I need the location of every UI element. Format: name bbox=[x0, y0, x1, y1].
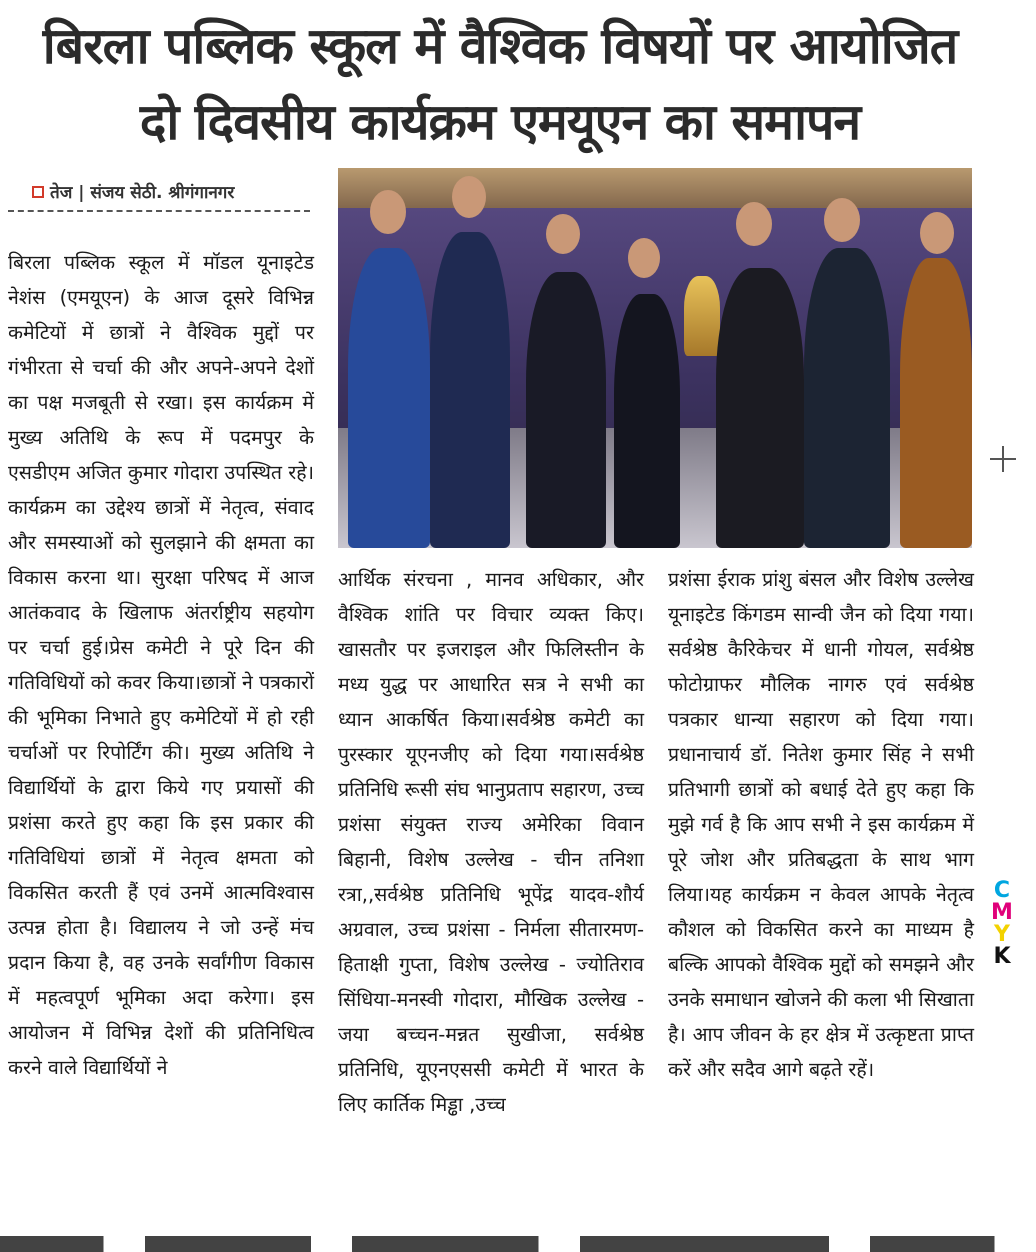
person-figure bbox=[804, 248, 890, 548]
person-head bbox=[370, 190, 406, 234]
person-head bbox=[920, 212, 954, 254]
person-figure bbox=[716, 268, 804, 548]
news-photo bbox=[338, 168, 972, 548]
person-head bbox=[736, 202, 772, 246]
cmyk-letter-y: Y bbox=[994, 922, 1010, 947]
person-head bbox=[452, 176, 486, 218]
byline-divider bbox=[8, 210, 310, 212]
person-figure bbox=[430, 232, 510, 548]
article-column-1: बिरला पब्लिक स्कूल में मॉडल यूनाइटेड नेशंस (एमयूएन) के आज दूसरे विभिन्न कमेटियों में छात्रों ने वैश्विक मुद्दों पर गंभीरता से चर्चा की और अपने-अपने देशों का पक्ष मजबूती से रखा। इस कार्यक्रम में मुख्य अतिथि के रूप में पदमपुर के एसडीएम अजित कुमार गोदारा उपस्थित रहे। कार्यक्रम का उद्देश्य छात्रों में नेतृत्व, संवाद और समस्याओं को सुलझाने की क्षमता का विकास करना था। सुरक्षा परिषद में आज आतंकवाद के खिलाफ अंतर्राष्ट्रीय सहयोग पर चर्चा हुई।प्रेस कमेटी ने पूरे दिन की गतिविधियों को कवर किया।छात्रों ने पत्रकारों की भूमिका निभाते हुए कमेटियों में हो रही चर्चाओं पर रिपोर्टिंग की। मुख्य अतिथि ने विद्यार्थियों के द्वारा किये गए प्रयासों की प्रशंसा करते हुए कहा कि इस प्रकार की गतिविधियां छात्रों में नेतृत्व क्षमता को विकसित करती हैं एवं उनमें आत्मविश्वास उत्पन्न होता है। विद्यालय ने जो उन्हें मंच प्रदान किया है, वह उनके सर्वांगीण विकास में महत्वपूर्ण भूमिका अदा करेगा। इस आयोजन में विभिन्न देशों की प्रतिनिधित्व करने वाले विद्यार्थियों ने bbox=[8, 251, 314, 1079]
article-column-3: प्रशंसा ईराक प्रांशु बंसल और विशेष उल्लेख यूनाइटेड किंगडम सान्वी जैन को दिया गया।सर्वश्रेष्ठ कैरिकेचर में धानी गोयल, सर्वश्रेष्ठ फोटोग्राफर मौलिक नागरु एवं सर्वश्रेष्ठ पत्रकार धान्या सहारण को दिया गया।प्रधानाचार्य डॉ. नितेश कुमार सिंह ने सभी प्रतिभागी छात्रों को बधाई देते हुए कहा कि मुझे गर्व है कि आप सभी ने इस कार्यक्रम में पूरे जोश और प्रतिबद्धता के साथ भाग लिया।यह कार्यक्रम न केवल आपके नेतृत्व कौशल को विकसित करने का माध्यम है बल्कि आपको वैश्विक मुद्दों को समझने और उनके समाधान खोजने की कला भी सिखाता है। आप जीवन के हर क्षेत्र में उत्कृष्टता प्राप्त करें और सदैव आगे बढ़ते रहें। bbox=[668, 568, 974, 1081]
cmyk-letter-k: K bbox=[993, 944, 1011, 969]
next-headline-fragment bbox=[0, 1236, 1036, 1252]
byline bbox=[32, 180, 234, 203]
trophy-icon bbox=[684, 276, 720, 356]
byline-marker-icon bbox=[32, 186, 44, 198]
article-column-2: आर्थिक संरचना , मानव अधिकार, और वैश्विक शांति पर विचार व्यक्त किए। खासतौर पर इजराइल और फिलिस्तीन के मध्य युद्ध पर आधारित सत्र ने सभी का ध्यान आकर्षित किया।सर्वश्रेष्ठ कमेटी का पुरस्कार यूएनजीए को दिया गया।सर्वश्रेष्ठ प्रतिनिधि रूसी संघ भानुप्रताप सहारण, उच्च प्रशंसा संयुक्त राज्य अमेरिका विवान बिहानी, विशेष उल्लेख - चीन तनिशा रत्रा,,सर्वश्रेष्ठ प्रतिनिधि भूपेंद्र यादव-शौर्य अग्रवाल, उच्च प्रशंसा - निर्मला सीतारमण-हिताक्षी गुप्ता, विशेष उल्लेख - ज्योतिराव सिंधिया-मनस्वी गोदारा, मौखिक उल्लेख - जया बच्चन-मन्नत सुखीजा, सर्वश्रेष्ठ प्रतिनिधि, यूएनएससी कमेटी में भारत के लिए कार्तिक मिड्ढा ,उच्च bbox=[338, 568, 644, 1116]
person-figure bbox=[900, 258, 972, 548]
person-figure bbox=[348, 248, 430, 548]
person-head bbox=[546, 214, 580, 254]
person-figure bbox=[526, 272, 606, 548]
photo-banner bbox=[338, 168, 972, 208]
cmyk-registration-mark bbox=[990, 880, 1014, 968]
person-head bbox=[824, 198, 860, 242]
byline-text: तेज | संजय सेठी. श्रीगंगानगर bbox=[50, 183, 235, 203]
person-head bbox=[628, 238, 660, 278]
registration-cross-icon bbox=[990, 446, 1016, 472]
person-figure bbox=[614, 294, 680, 548]
cmyk-letter-m: M bbox=[991, 900, 1013, 925]
cmyk-letter-c: C bbox=[993, 878, 1011, 903]
headline-line-1: बिरला पब्लिक स्कूल में वैश्विक विषयों पर आयोजित bbox=[42, 17, 958, 75]
headline-line-2: दो दिवसीय कार्यक्रम एमयूएन का समापन bbox=[139, 93, 861, 151]
